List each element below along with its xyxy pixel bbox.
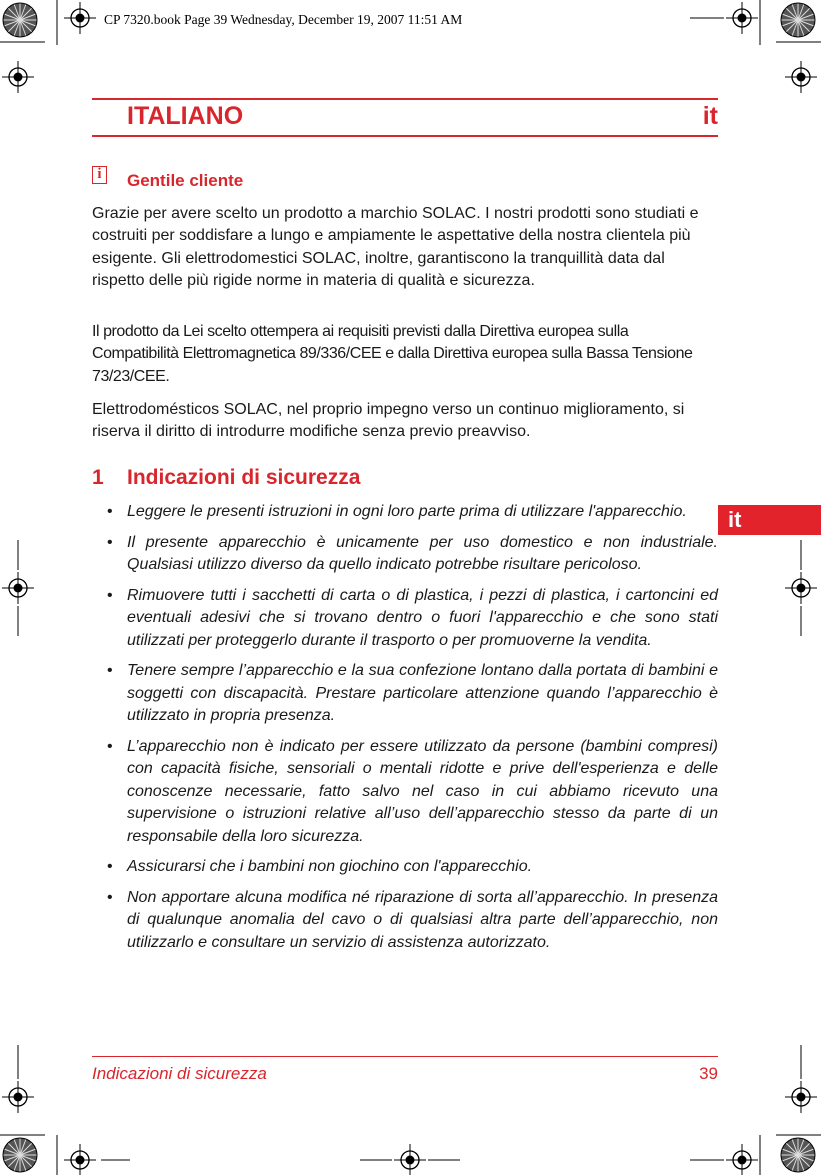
section-number: 1 (92, 466, 104, 489)
intro-paragraph-2: Il prodotto da Lei scelto ottempera ai requisiti previsti dalla Direttiva europea sulla Compatibilità Elettromagnetica 89/336/CEE e dalla Direttiva europea sulla Bassa Tensione 73/23/CEE. (92, 323, 693, 385)
bullet-glyph: • (107, 888, 113, 906)
registration-mark-icon (2, 61, 34, 93)
registration-mark-icon (785, 572, 817, 604)
bullet-glyph: • (107, 662, 113, 679)
bullet-glyph: • (107, 586, 113, 604)
bullet-glyph: • (107, 503, 113, 520)
header-rule-top (92, 98, 718, 100)
registration-mark-icon (785, 1081, 817, 1113)
registration-mark-icon (726, 2, 758, 34)
list-item (107, 532, 718, 577)
section-heading (92, 466, 360, 490)
list-item-text: Il presente apparecchio è unicamente per uso domestico e non industriale. Qualsiasi utilizzo diverso da quello indicato potrebbe risultare pericoloso. (127, 533, 718, 573)
registration-mark-icon (726, 1144, 758, 1175)
list-item (107, 887, 718, 955)
list-item (107, 501, 718, 524)
safety-list (107, 501, 718, 962)
language-side-tab: it (718, 505, 821, 535)
bullet-glyph: • (107, 737, 113, 755)
footer-rule (92, 1056, 718, 1057)
intro-heading: Gentile cliente (127, 171, 244, 190)
language-code: it (702, 102, 718, 130)
registration-mark-icon (785, 61, 817, 93)
registration-mark-icon (64, 2, 96, 34)
print-slug: CP 7320.book Page 39 Wednesday, December 19, 2007 11:51 AM (104, 12, 463, 27)
list-item-text: L’apparecchio non è indicato per essere utilizzato da persone (bambini compresi) con capacità fisiche, sensoriali o mentali ridotte e prive dell'esperienza e delle conoscenze necessarie, fatto salvo nel caso in cui abbiamo ricevuto una supervisione o istruzioni relative all’uso dell’apparecchio stesso da parte di un responsabile della loro sicurezza. (127, 737, 718, 845)
page-title: ITALIANO (127, 102, 244, 130)
list-item-text: Tenere sempre l’apparecchio e la sua confezione lontano dalla portata di bambini e soggetti con discapacità. Prestare particolare attenzione quando l’apparecchio è utilizzato in propria presenza. (127, 662, 718, 724)
list-item (107, 856, 718, 879)
bullet-glyph: • (107, 533, 113, 551)
bullet-glyph: • (107, 858, 113, 875)
list-item-text: Assicurarsi che i bambini non giochino con l'apparecchio. (127, 858, 533, 875)
registration-star-icon (781, 3, 815, 37)
registration-mark-icon (2, 1081, 34, 1113)
page-number: 39 (699, 1064, 718, 1083)
intro-paragraph-3: Elettrodomésticos SOLAC, nel proprio impegno verso un continuo miglioramento, si riserva il diritto di introdurre modifiche senza previo preavviso. (92, 401, 685, 441)
list-item-text: Leggere le presenti istruzioni in ogni loro parte prima di utilizzare l'apparecchio. (127, 503, 687, 520)
intro-paragraph-1: Grazie per avere scelto un prodotto a marchio SOLAC. I nostri prodotti sono studiati e costruiti per soddisfare a lungo e ampiamente le aspettative della nostra clientela più esigente. Gli elettrodomestici SOLAC, inoltre, garantiscono la tranquillità data dal rispetto delle più rigide norme in materia di qualità e sicurezza. (92, 205, 699, 289)
list-item-text: Non apportare alcuna modifica né riparazione di sorta all’apparecchio. In presenza di qualunque anomalia del cavo o di qualsiasi altra parte dell’apparecchio, non utilizzarlo e consultare un servizio di assistenza autorizzato. (127, 888, 718, 951)
registration-star-icon (781, 1138, 815, 1172)
list-item (107, 660, 718, 728)
registration-mark-icon (394, 1144, 426, 1175)
registration-star-icon (3, 1138, 37, 1172)
section-title: Indicazioni di sicurezza (127, 466, 361, 489)
registration-star-icon (3, 3, 37, 37)
registration-mark-icon (64, 1144, 96, 1175)
info-icon: i (92, 166, 107, 184)
list-item (107, 585, 718, 653)
registration-mark-icon (2, 572, 34, 604)
header-rule-bottom (92, 135, 718, 137)
footer-section-name: Indicazioni di sicurezza (92, 1064, 267, 1083)
list-item (107, 736, 718, 849)
list-item-text: Rimuovere tutti i sacchetti di carta o di plastica, i pezzi di plastica, i cartoncini ed eventuali adesivi che si trovano dentro o fuori l'apparecchio e che sono stati utilizzati per proteggerlo durante il trasporto o per promuoverne la vendita. (127, 586, 718, 649)
